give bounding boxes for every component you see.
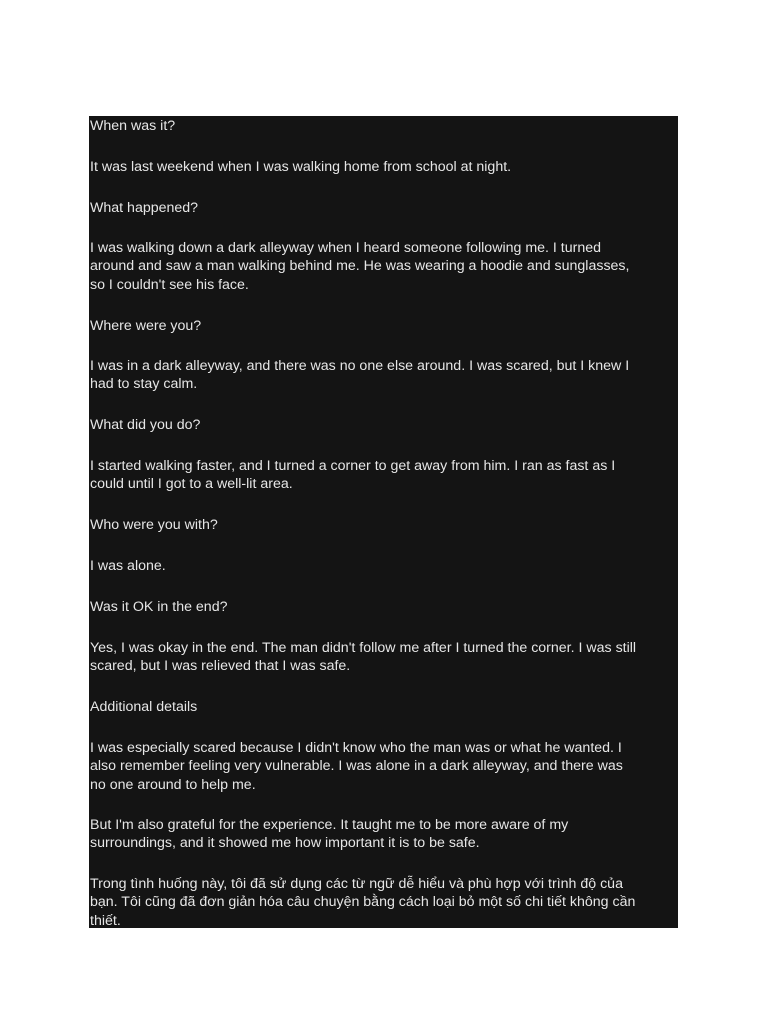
answer-what-did-you-do: I started walking faster, and I turned a corner to get away from him. I ran as fast as I could until I got to a well-lit area.	[90, 458, 616, 493]
paragraph-details-1: I was especially scared because I didn't know who the man was or what he wanted. I also remember feeling very vulnerable. I was alone in a dark alleyway, and there was no one around to help me.	[90, 740, 623, 793]
paragraph-vietnamese-note: Trong tình huống này, tôi đã sử dụng các từ ngữ dễ hiểu và phù hợp với trình độ của bạn. Tôi cũng đã đơn giản hóa câu chuyện bằng cách loại bỏ một số chi tiết không cần thiết.	[90, 876, 636, 928]
answer-ok-in-end: Yes, I was okay in the end. The man didn't follow me after I turned the corner. I was still scared, but I was relieved that I was safe.	[90, 640, 637, 675]
question-what-happened: What happened?	[90, 200, 199, 216]
heading-additional-details: Additional details	[90, 699, 198, 715]
question-ok-in-end: Was it OK in the end?	[90, 599, 228, 615]
answer-what-happened: I was walking down a dark alleyway when I heard someone following me. I turned around and saw a man walking behind me. He was wearing a hoodie and sunglasses, so I couldn't see his face.	[90, 240, 630, 293]
question-what-did-you-do: What did you do?	[90, 417, 201, 433]
answer-when: It was last weekend when I was walking home from school at night.	[90, 159, 512, 175]
paragraph-details-2: But I'm also grateful for the experience. It taught me to be more aware of my surroundings, and it showed me how important it is to be safe.	[90, 817, 569, 852]
question-who-with: Who were you with?	[90, 517, 218, 533]
question-where: Where were you?	[90, 318, 202, 334]
answer-where: I was in a dark alleyway, and there was no one else around. I was scared, but I knew I had to stay calm.	[90, 358, 630, 393]
question-when: When was it?	[90, 118, 176, 134]
document-panel	[89, 116, 678, 928]
answer-who-with: I was alone.	[90, 558, 166, 574]
